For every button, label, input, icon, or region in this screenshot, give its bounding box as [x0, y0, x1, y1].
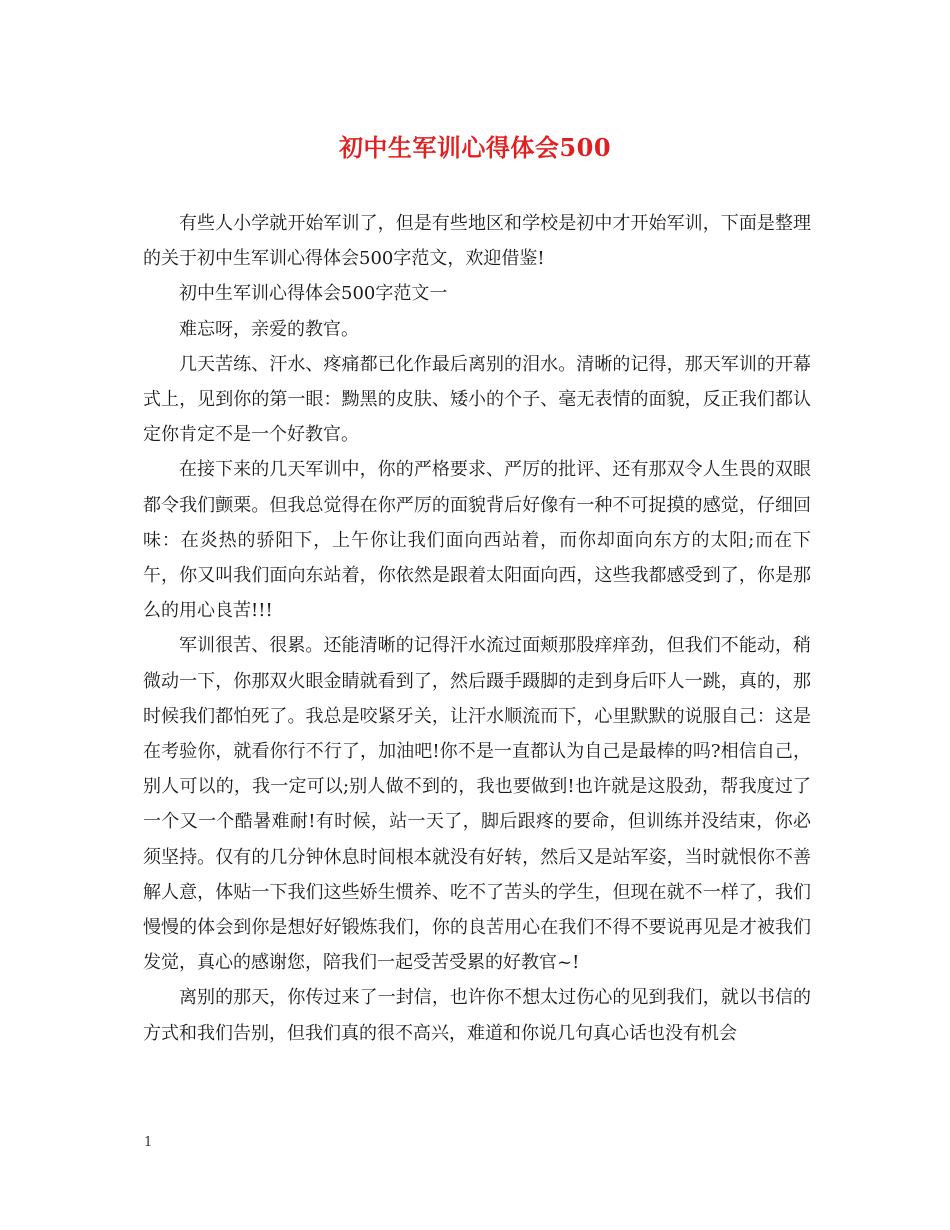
paragraph: 初中生军训心得体会500字范文一	[179, 283, 448, 305]
document-body	[143, 206, 811, 1051]
page-title: 初中生军训心得体会500	[338, 133, 612, 162]
paragraph: 在接下来的几天军训中，你的严格要求、严厉的批评、还有那双令人生畏的双眼都令我们颤栗。但我总觉得在你严厉的面貌背后好像有一种不可捉摸的感觉，仔细回味：在炎热的骄阳下，上午你让我们面向西站着，而你却面向东方的太阳;而在下午，你又叫我们面向东站着，你依然是跟着太阳面向西，这些我都感受到了，你是那么的用心良苦!!!	[143, 459, 811, 622]
page-number: 1	[144, 1135, 153, 1150]
paragraph: 几天苦练、汗水、疼痛都已化作最后离别的泪水。清晰的记得，那天军训的开幕式上，见到你的第一眼：黝黑的皮肤、矮小的个子、毫无表情的面貌，反正我们都认定你肯定不是一个好教官。	[143, 353, 811, 446]
paragraph: 离别的那天，你传过来了一封信，也许你不想太过伤心的见到我们，就以书信的方式和我们告别，但我们真的很不高兴，难道和你说几句真心话也没有机会	[143, 987, 811, 1044]
paragraph: 军训很苦、很累。还能清晰的记得汗水流过面颊那股痒痒劲，但我们不能动，稍微动一下，你那双火眼金睛就看到了，然后蹑手蹑脚的走到身后吓人一跳，真的，那时候我们都怕死了。我总是咬紧牙关，让汗水顺流而下，心里默默的说服自己：这是在考验你，就看你行不行了，加油吧!你不是一直都认为自己是最棒的吗?相信自己，别人可以的，我一定可以;别人做不到的，我也要做到!也许就是这股劲，帮我度过了一个又一个酷暑难耐!有时候，站一天了，脚后跟疼的要命，但训练并没结束，你必须坚持。仅有的几分钟休息时间根本就没有好转，然后又是站军姿，当时就恨你不善解人意，体贴一下我们这些娇生惯养、吃不了苦头的学生，但现在就不一样了，我们慢慢的体会到你是想好好锻炼我们，你的良苦用心在我们不得不要说再见是才被我们发觉，真心的感谢您，陪我们一起受苦受累的好教官~!	[143, 635, 811, 974]
paragraph: 有些人小学就开始军训了，但是有些地区和学校是初中才开始军训，下面是整理的关于初中生军训心得体会500字范文，欢迎借鉴!	[143, 213, 811, 270]
paragraph: 难忘呀，亲爱的教官。	[179, 318, 359, 340]
